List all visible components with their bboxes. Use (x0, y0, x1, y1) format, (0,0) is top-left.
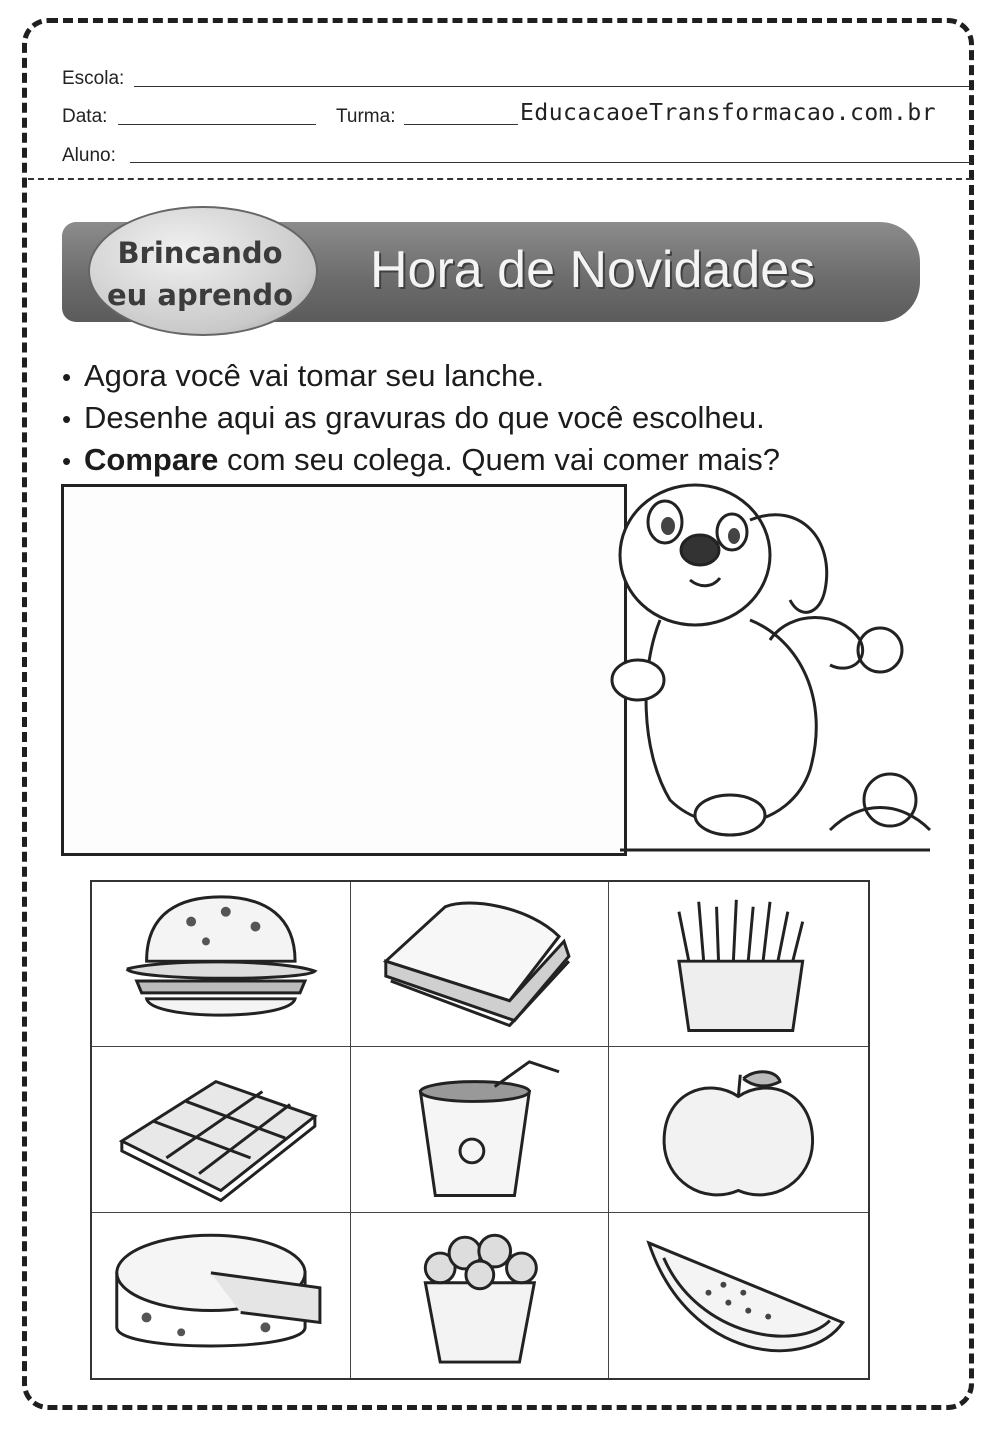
sandwich-icon (351, 882, 609, 1046)
watermelon-slice-icon (609, 1213, 868, 1378)
instruction-3: • Compare com seu colega. Quem vai comer mais? (62, 442, 781, 477)
cheese-wheel-icon (92, 1213, 350, 1378)
drawing-area[interactable] (61, 484, 627, 856)
hamburger-icon (92, 882, 350, 1046)
class-label: Turma: (336, 106, 396, 127)
food-cell-fries[interactable] (609, 882, 868, 1047)
popcorn-icon (351, 1213, 609, 1378)
instruction-1: • Agora você vai tomar seu lanche. (62, 358, 545, 393)
class-field[interactable] (404, 124, 518, 125)
header-separator (28, 178, 972, 180)
date-label: Data: (62, 106, 108, 127)
food-cell-apple[interactable] (609, 1047, 868, 1212)
school-label: Escola: (62, 68, 125, 89)
food-cell-chocolate[interactable] (92, 1047, 351, 1212)
food-cell-popcorn[interactable] (351, 1213, 610, 1378)
food-cell-hamburger[interactable] (92, 882, 351, 1047)
juice-cup-icon (351, 1047, 609, 1211)
food-cell-juice[interactable] (351, 1047, 610, 1212)
instruction-2: • Desenhe aqui as gravuras do que você escolheu. (62, 400, 765, 435)
food-grid (90, 880, 870, 1380)
chocolate-bar-icon (92, 1047, 350, 1211)
website-watermark: EducacaoeTransformacao.com.br (520, 100, 937, 126)
student-label: Aluno: (62, 145, 116, 166)
food-cell-watermelon[interactable] (609, 1213, 868, 1378)
food-cell-cheese[interactable] (92, 1213, 351, 1378)
badge-text: Brincando eu aprendo (106, 236, 294, 312)
food-cell-sandwich[interactable] (351, 882, 610, 1047)
apple-icon (609, 1047, 868, 1211)
page-title: Hora de Novidades (370, 241, 816, 299)
student-field[interactable] (130, 162, 972, 163)
school-field[interactable] (134, 86, 970, 87)
bullet-icon: • (62, 404, 72, 434)
puppy-illustration-icon (600, 470, 940, 870)
bullet-icon: • (62, 446, 72, 476)
bullet-icon: • (62, 362, 72, 392)
french-fries-icon (609, 882, 868, 1046)
date-field[interactable] (118, 124, 316, 125)
